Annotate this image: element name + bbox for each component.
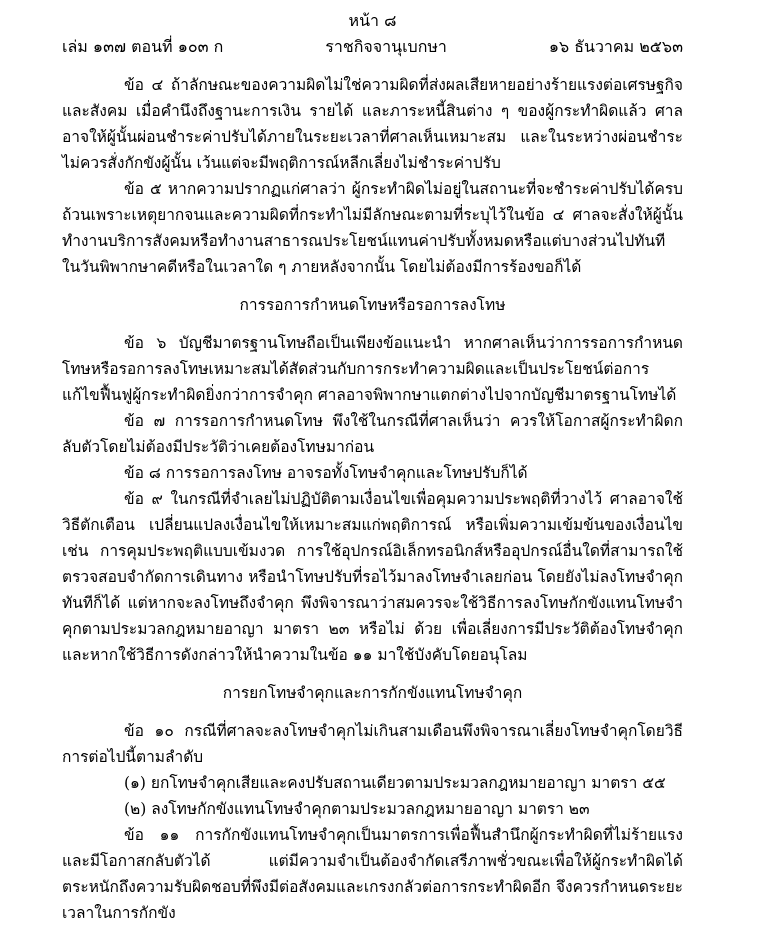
clause-4: ข้อ ๔ ถ้าลักษณะของความผิดไม่ใช่ความผิดที่ส่งผลเสียหายอย่างร้ายแรงต่อเศรษฐกิจและสังคม เมื่อคำนึงถึงฐานะการเงิน รายได้ และภาระหนี้สินต่าง ๆ ของผู้กระทำผิดแล้ว ศาลอาจให้ผู้นั้นผ่อนชำระค่าปรับได้ภายในระยะเวลาที่ศาลเห็นเหมาะสม และในระหว่างผ่อนชำระไม่ควรสั่งกักขังผู้นั้น เว้นแต่จะมีพฤติการณ์หลีกเลี่ยงไม่ชำระค่าปรับ [62,76,683,172]
clause-7: ข้อ ๗ การรอการกำหนดโทษ พึงใช้ในกรณีที่ศาลเห็นว่า ควรให้โอกาสผู้กระทำผิดกลับตัวโดยไม่ต้องมีประวัติว่าเคยต้องโทษมาก่อน [62,412,683,456]
gazette-name: ราชกิจจานุเบกษา [325,37,447,56]
clause-8: ข้อ ๘ การรอการลงโทษ อาจรอทั้งโทษจำคุกและโทษปรับก็ได้ [124,464,528,482]
publication-date: ๑๖ ธันวาคม ๒๕๖๓ [548,37,683,56]
volume-issue: เล่ม ๑๓๗ ตอนที่ ๑๐๓ ก [62,37,224,56]
section-heading-suspension: การรอการกำหนดโทษหรือรอการลงโทษ [239,296,506,314]
gazette-header [62,34,683,60]
section-heading-detention: การยกโทษจำคุกและการกักขังแทนโทษจำคุก [222,684,523,702]
page-number: หน้า ๘ [348,11,397,30]
clause-5: ข้อ ๕ หากความปรากฏแก่ศาลว่า ผู้กระทำผิดไม่อยู่ในสถานะที่จะชำระค่าปรับได้ครบถ้วนเพราะเหตุยากจนและความผิดที่กระทำไม่มีลักษณะตามที่ระบุไว้ในข้อ ๔ ศาลจะสั่งให้ผู้นั้นทำงานบริการสังคมหรือทำงานสาธารณประโยชน์แทนค่าปรับทั้งหมดหรือแต่บางส่วนไปทันทีในวันพิพากษาคดีหรือในเวลาใด ๆ ภายหลังจากนั้น โดยไม่ต้องมีการร้องขอก็ได้ [62,180,683,276]
clause-10-item-2: (๒) ลงโทษกักขังแทนโทษจำคุกตามประมวลกฎหมายอาญา มาตรา ๒๓ [124,800,590,818]
clause-10-item-1: (๑) ยกโทษจำคุกเสียและคงปรับสถานเดียวตามประมวลกฎหมายอาญา มาตรา ๕๕ [124,774,666,792]
clause-10: ข้อ ๑๐ กรณีที่ศาลจะลงโทษจำคุกไม่เกินสามเดือนพึงพิจารณาเลี่ยงโทษจำคุกโดยวิธีการต่อไปนี้ตามลำดับ [62,722,683,766]
clause-9: ข้อ ๙ ในกรณีที่จำเลยไม่ปฏิบัติตามเงื่อนไขเพื่อคุมความประพฤติที่วางไว้ ศาลอาจใช้วิธีตักเตือน เปลี่ยนแปลงเงื่อนไขให้เหมาะสมแก่พฤติการณ์ หรือเพิ่มความเข้มข้นของเงื่อนไข เช่น การคุมประพฤติแบบเข้มงวด การใช้อุปกรณ์อิเล็กทรอนิกส์หรืออุปกรณ์อื่นใดที่สามารถใช้ตรวจสอบจำกัดการเดินทาง หรือนำโทษปรับที่รอไว้มาลงโทษจำเลยก่อน โดยยังไม่ลงโทษจำคุกทันทีก็ได้ แต่หากจะลงโทษถึงจำคุก พึงพิจารณาว่าสมควรจะใช้วิธีการลงโทษกักขังแทนโทษจำคุกตามประมวลกฎหมายอาญา มาตรา ๒๓ หรือไม่ ด้วย เพื่อเลี่ยงการมีประวัติต้องโทษจำคุก และหากใช้วิธีการดังกล่าวให้นำความในข้อ ๑๑ มาใช้บังคับโดยอนุโลม [62,490,683,664]
clause-6: ข้อ ๖ บัญชีมาตรฐานโทษถือเป็นเพียงข้อแนะนำ หากศาลเห็นว่าการรอการกำหนดโทษหรือรอการลงโทษเหมาะสมได้สัดส่วนกับการกระทำความผิดและเป็นประโยชน์ต่อการแก้ไขฟื้นฟูผู้กระทำผิดยิ่งกว่าการจำคุก ศาลอาจพิพากษาแตกต่างไปจากบัญชีมาตรฐานโทษได้ [62,334,683,404]
clause-11: ข้อ ๑๑ การกักขังแทนโทษจำคุกเป็นมาตรการเพื่อฟื้นสำนึกผู้กระทำผิดที่ไม่ร้ายแรงและมีโอกาสกลับตัวได้ แต่มีความจำเป็นต้องจำกัดเสรีภาพชั่วขณะเพื่อให้ผู้กระทำผิดได้ตระหนักถึงความรับผิดชอบที่พึงมีต่อสังคมและเกรงกลัวต่อการกระทำผิดอีก จึงควรกำหนดระยะเวลาในการกักขัง [62,826,683,922]
